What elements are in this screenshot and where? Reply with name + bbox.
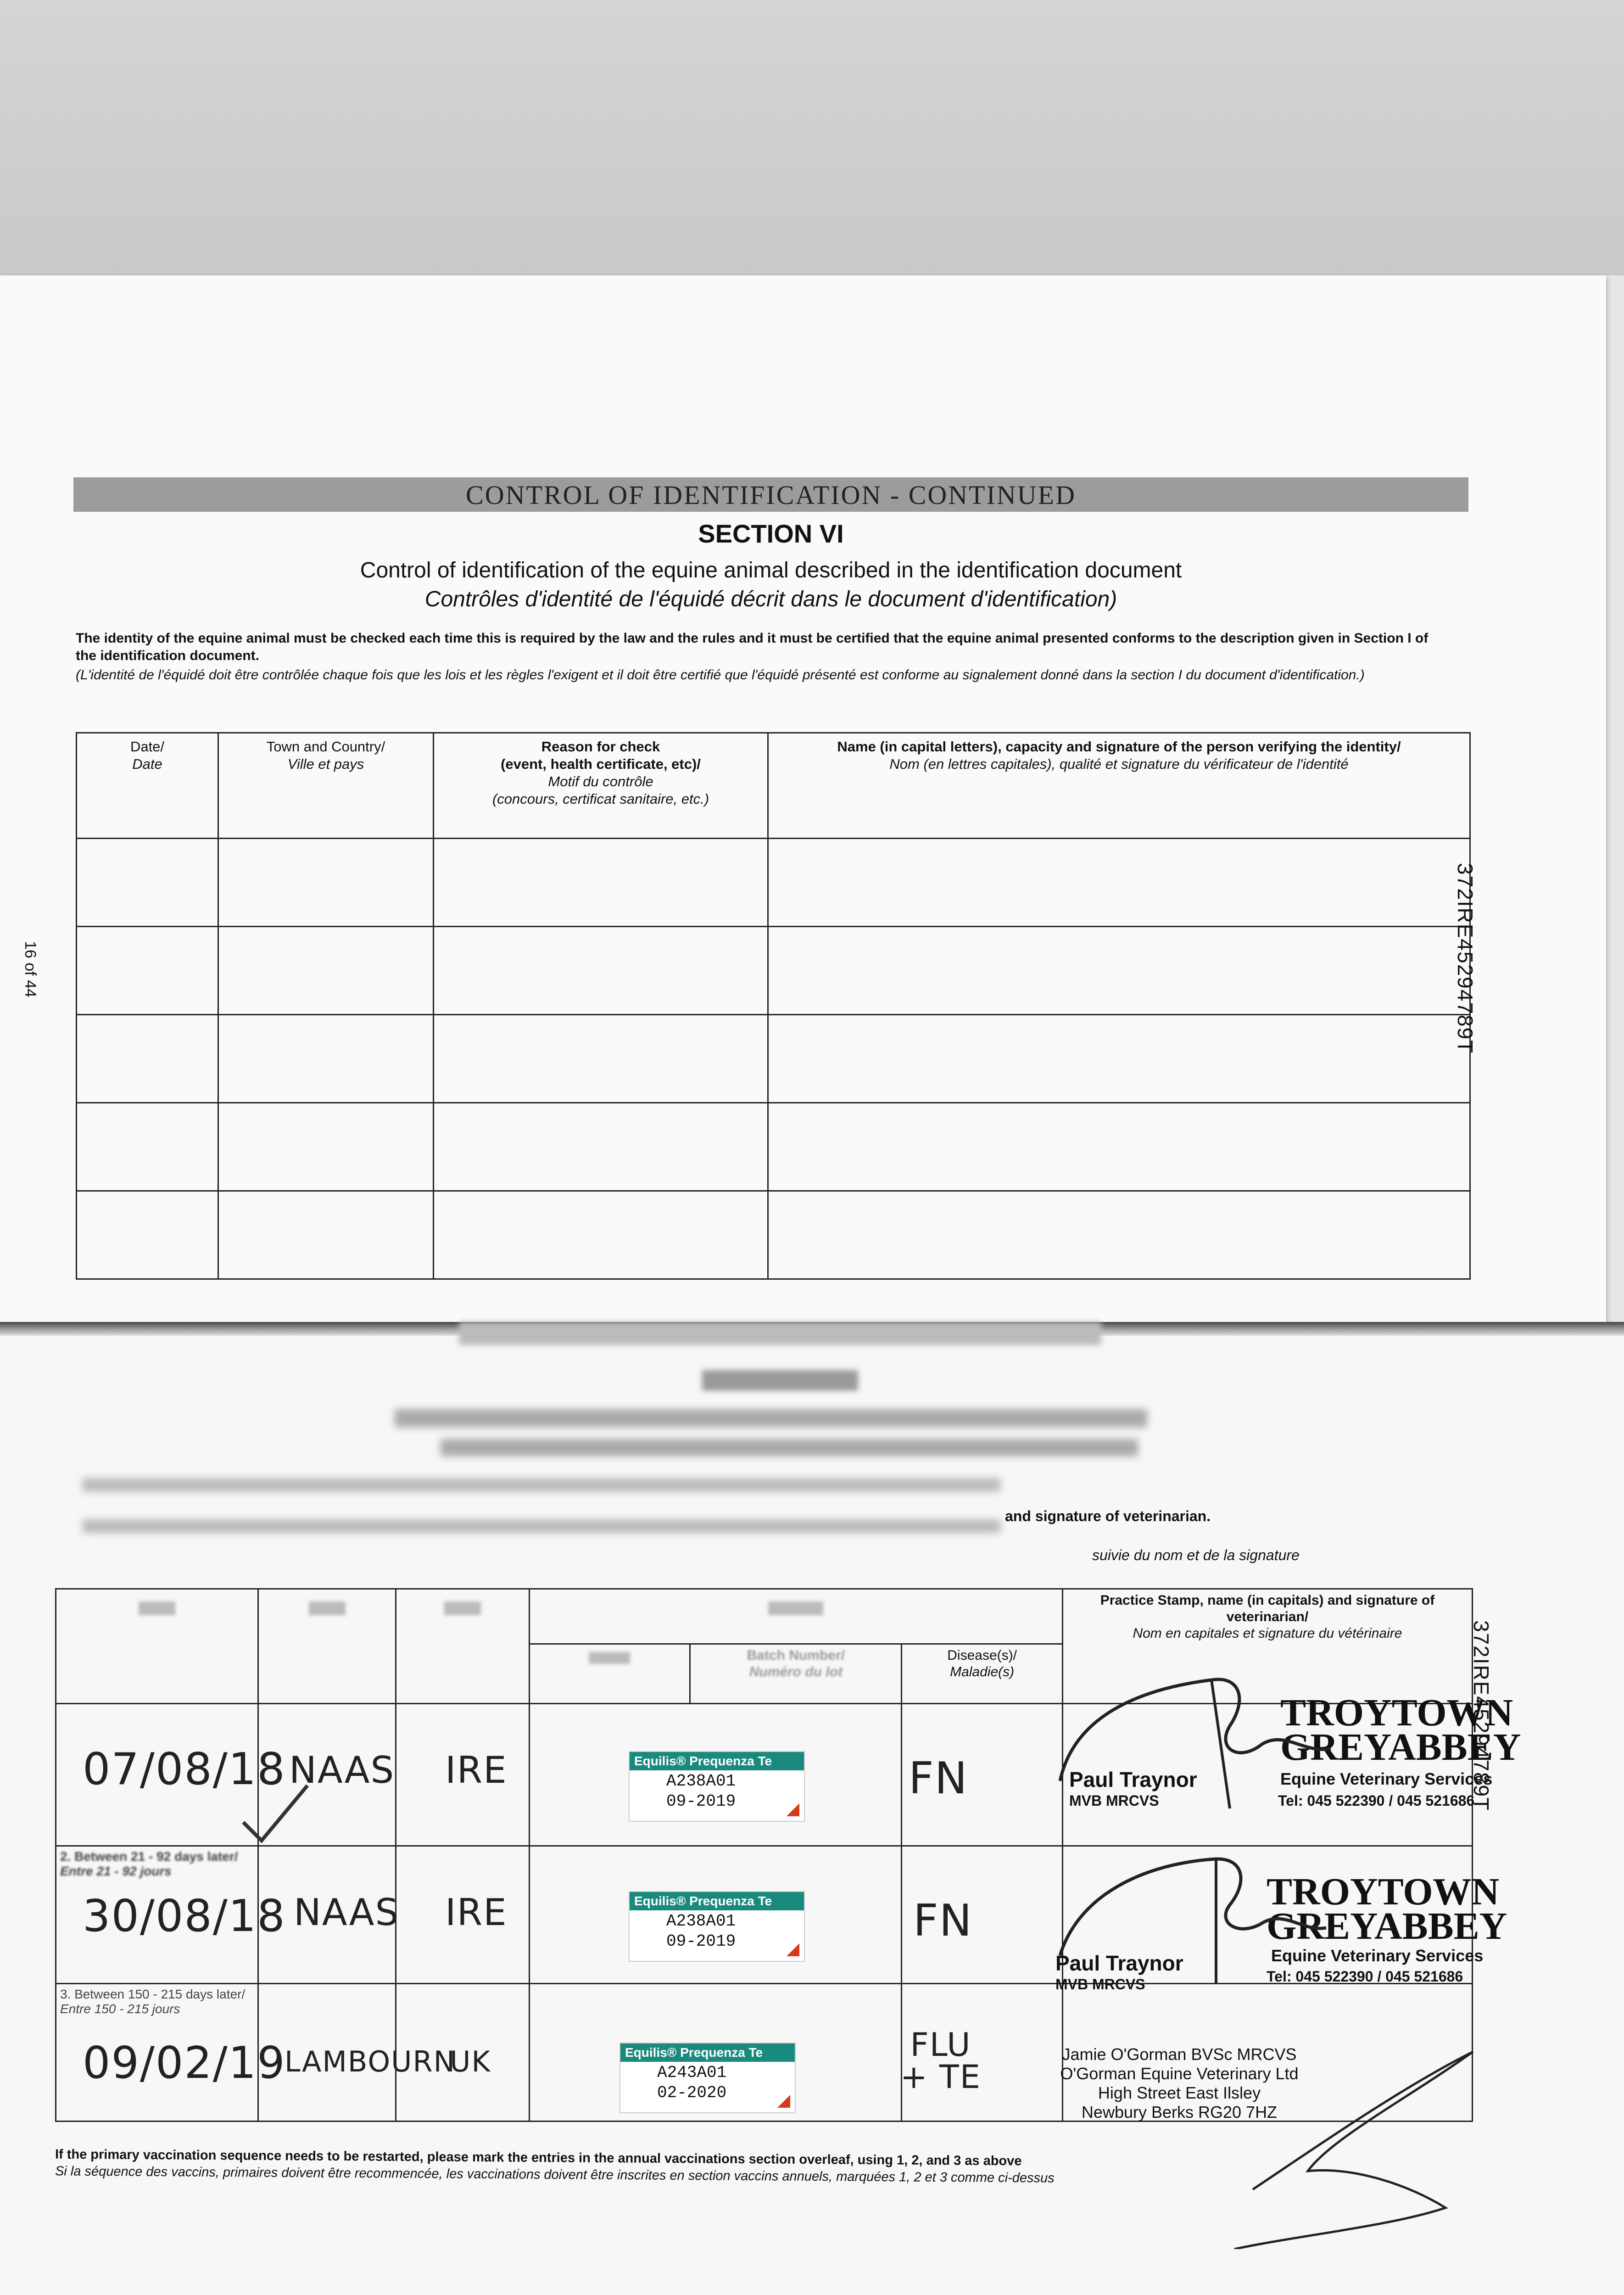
col-town-label: Town and Country/ [266,739,385,755]
col-name-label: Name (in capital letters), capacity and signature of the person verifying the identity/ [837,739,1401,755]
stamp-subtitle: Equine Veterinary Services [1271,1946,1484,1965]
subtitle-en: Control of identification of the equine animal described in the identification document [360,558,1182,582]
col-disease-label: Disease(s)/ [947,1648,1017,1663]
table-cell[interactable] [218,1015,434,1103]
vacc3-country: UK [450,2045,491,2078]
blurred-subtitle-fr [441,1439,1138,1456]
tick-mark [239,1781,312,1845]
vet3-line4: Newbury Berks RG20 7HZ [1081,2103,1278,2121]
col-reason-header [434,733,768,839]
vet-signature-3 [1216,2033,1491,2249]
vet3-line2: O'Gorman Equine Veterinary Ltd [1060,2064,1299,2083]
section-title: SECTION VI [698,519,844,548]
table-cell[interactable] [434,927,768,1015]
vacc1-date: 07/08/18 [83,1744,286,1795]
table-cell[interactable] [434,839,768,927]
table-cell[interactable] [218,1191,434,1279]
table-cell[interactable] [768,839,1470,927]
col-stamp-label: Practice Stamp, name (in capitals) and signature of veterinarian/ [1100,1593,1435,1624]
vet3-line3: High Street East Ilsley [1098,2083,1261,2102]
col-disease-header [902,1644,1063,1704]
vet-signature-1 [1046,1662,1367,1813]
col-batch-header [690,1644,902,1704]
blurred-section-title [702,1370,858,1391]
table-row [77,1015,1470,1103]
footnote-fr: Si la séquence des vaccins, primaires doivent être recommencée, les vaccinations doivent être inscrites en section vaccins annuels, marquées 1, 2 et 3 comme ci-dessus [55,2164,1055,2186]
vet3-line1: Jamie O'Gorman BVSc MRCVS [1062,2045,1297,2064]
stamp-name-line1: TROYTOWN [1267,1870,1500,1913]
stamp-tel: Tel: 045 522390 / 045 521686 [1267,1968,1463,1985]
vacc3-place: LAMBOURN [285,2045,456,2078]
scanner-background [0,0,1624,275]
table-cell[interactable] [434,1103,768,1191]
vaccine-label-name: Equilis® Prequenza Te [630,1752,804,1770]
table-cell[interactable] [218,839,434,927]
vet-qualification: MVB MRCVS [1069,1792,1159,1809]
table-cell[interactable] [434,1015,768,1103]
vaccine-label-name: Equilis® Prequenza Te [620,2043,795,2062]
col-vaccine-header-blurred [529,1589,1062,1644]
table-row [77,1103,1470,1191]
table-cell[interactable] [768,1015,1470,1103]
passport-number: 372IRE45294789T [1453,863,1477,1054]
vaccine-lot: A238A01 [666,1772,736,1791]
page-number: 16 of 44 [22,941,39,997]
intro-fr: (L'identité de l'équidé doit être contrôlée chaque fois que les lois et les règles l'exigent et il doit être certifié que l'équidé présenté est conforme au signalement donné dans la section I du document d'identification.) [76,667,1365,683]
vacc2-country: IRE [445,1891,508,1934]
blurred-subtitle [395,1409,1147,1427]
col-batch-label: Batch Number/ [747,1648,845,1663]
col-reason-label-fr-2: (concours, certificat sanitaire, etc.) [492,791,709,807]
table-cell[interactable] [77,1103,218,1191]
col-date-header [77,733,218,839]
row2-label: 2. Between 21 - 92 days later/ [60,1849,238,1864]
col-date-label: Date/ [130,739,165,755]
label-tab-icon [787,1803,799,1816]
vacc2-disease: FN [913,1896,973,1946]
vacc2-date: 30/08/18 [83,1891,286,1942]
table-cell[interactable] [77,1191,218,1279]
label-tab-icon [777,2095,790,2108]
table-cell[interactable] [218,1103,434,1191]
vaccine-exp: 02-2020 [657,2083,727,2102]
col-reason-label-2: (event, health certificate, etc)/ [501,756,701,772]
col-town-header [218,733,434,839]
stamp-name-line1: TROYTOWN [1280,1691,1513,1734]
col-stamp-label-fr: Nom en capitales et signature du vétérinaire [1133,1626,1402,1641]
row2-label-fr: Entre 21 - 92 jours [60,1864,172,1878]
vaccine-exp: 09-2019 [666,1932,736,1951]
col-name-label-fr: Nom (en lettres capitales), qualité et signature du vérificateur de l'identité [889,756,1349,772]
vacc1-disease: FN [909,1753,968,1804]
vet-name: Paul Traynor [1055,1951,1183,1975]
vet-qualification: MVB MRCVS [1055,1976,1145,1993]
vacc2-place: NAAS [294,1891,400,1934]
passport-number-lower: 372IRE45294789T [1469,1620,1493,1812]
vet-signature-2 [1042,1845,1363,1992]
col-reason-label: Reason for check [541,739,660,755]
label-tab-icon [787,1943,799,1956]
vacc1-country: IRE [445,1749,508,1791]
table-cell[interactable] [77,927,218,1015]
table-cell[interactable] [434,1191,768,1279]
stamp-name-line2: GREYABBEY [1280,1726,1521,1769]
col-town-label-fr: Ville et pays [287,756,364,772]
table-cell[interactable] [768,1191,1470,1279]
vacc-intro-tail-fr: suivie du nom et de la signature [1092,1547,1300,1563]
vacc3-disease: FLU + TE [900,2026,981,2096]
col-place-header-blurred [258,1589,396,1704]
table-cell[interactable] [77,1015,218,1103]
vaccine-label-3 [619,2043,796,2113]
table-cell[interactable] [218,927,434,1015]
stamp-name-line2: GREYABBEY [1267,1905,1507,1948]
subtitle-fr: Contrôles d'identité de l'équidé décrit dans le document d'identification) [424,587,1117,611]
table-row [77,927,1470,1015]
vaccine-lot: A243A01 [657,2063,727,2082]
col-name-header-blurred [529,1644,690,1704]
stamp-tel: Tel: 045 522390 / 045 521686 [1278,1792,1475,1809]
vaccine-label-1 [629,1751,805,1822]
vet-name: Paul Traynor [1069,1768,1197,1791]
table-cell[interactable] [77,839,218,927]
col-date-header-blurred [56,1589,258,1704]
col-name-header [768,733,1470,839]
vaccine-label-name: Equilis® Prequenza Te [630,1892,804,1910]
table-row [77,839,1470,927]
identification-check-table [76,732,1471,1280]
col-reason-label-fr: Motif du contrôle [548,773,653,789]
table-row [77,1191,1470,1279]
col-date-label-fr: Date [132,756,162,772]
vacc3-date: 09/02/19 [83,2038,286,2088]
blurred-intro [83,1478,1000,1492]
vacc-intro-tail-en: and signature of veterinarian. [1005,1508,1211,1524]
row3-label: 3. Between 150 - 215 days later/ [60,1987,246,2001]
vaccine-lot: A238A01 [666,1912,736,1931]
banner-title: CONTROL OF IDENTIFICATION - CONTINUED [466,480,1076,510]
vaccine-label-2 [629,1891,805,1962]
intro-en: The identity of the equine animal must be checked each time this is required by the law and the rules and it must be certified that the equine animal presented conforms to the description given in Section I of the identification document. [76,631,1429,663]
blurred-intro-fr [83,1519,1000,1533]
stamp-subtitle: Equine Veterinary Services [1280,1769,1493,1788]
col-batch-label-fr: Numéro du lot [749,1664,843,1679]
blurred-banner [459,1322,1101,1345]
col-disease-label-fr: Maladie(s) [950,1664,1015,1679]
table-cell[interactable] [768,1103,1470,1191]
footnote-en: If the primary vaccination sequence needs to be restarted, please mark the entries in the annual vaccinations section overleaf, using 1, 2, and 3 as above [55,2147,1022,2169]
table-cell[interactable] [768,927,1470,1015]
col-country-header-blurred [396,1589,529,1704]
vaccine-exp: 09-2019 [666,1792,736,1811]
row3-label-fr: Entre 150 - 215 jours [60,2002,180,2016]
vacc1-place: NAAS [289,1749,395,1791]
